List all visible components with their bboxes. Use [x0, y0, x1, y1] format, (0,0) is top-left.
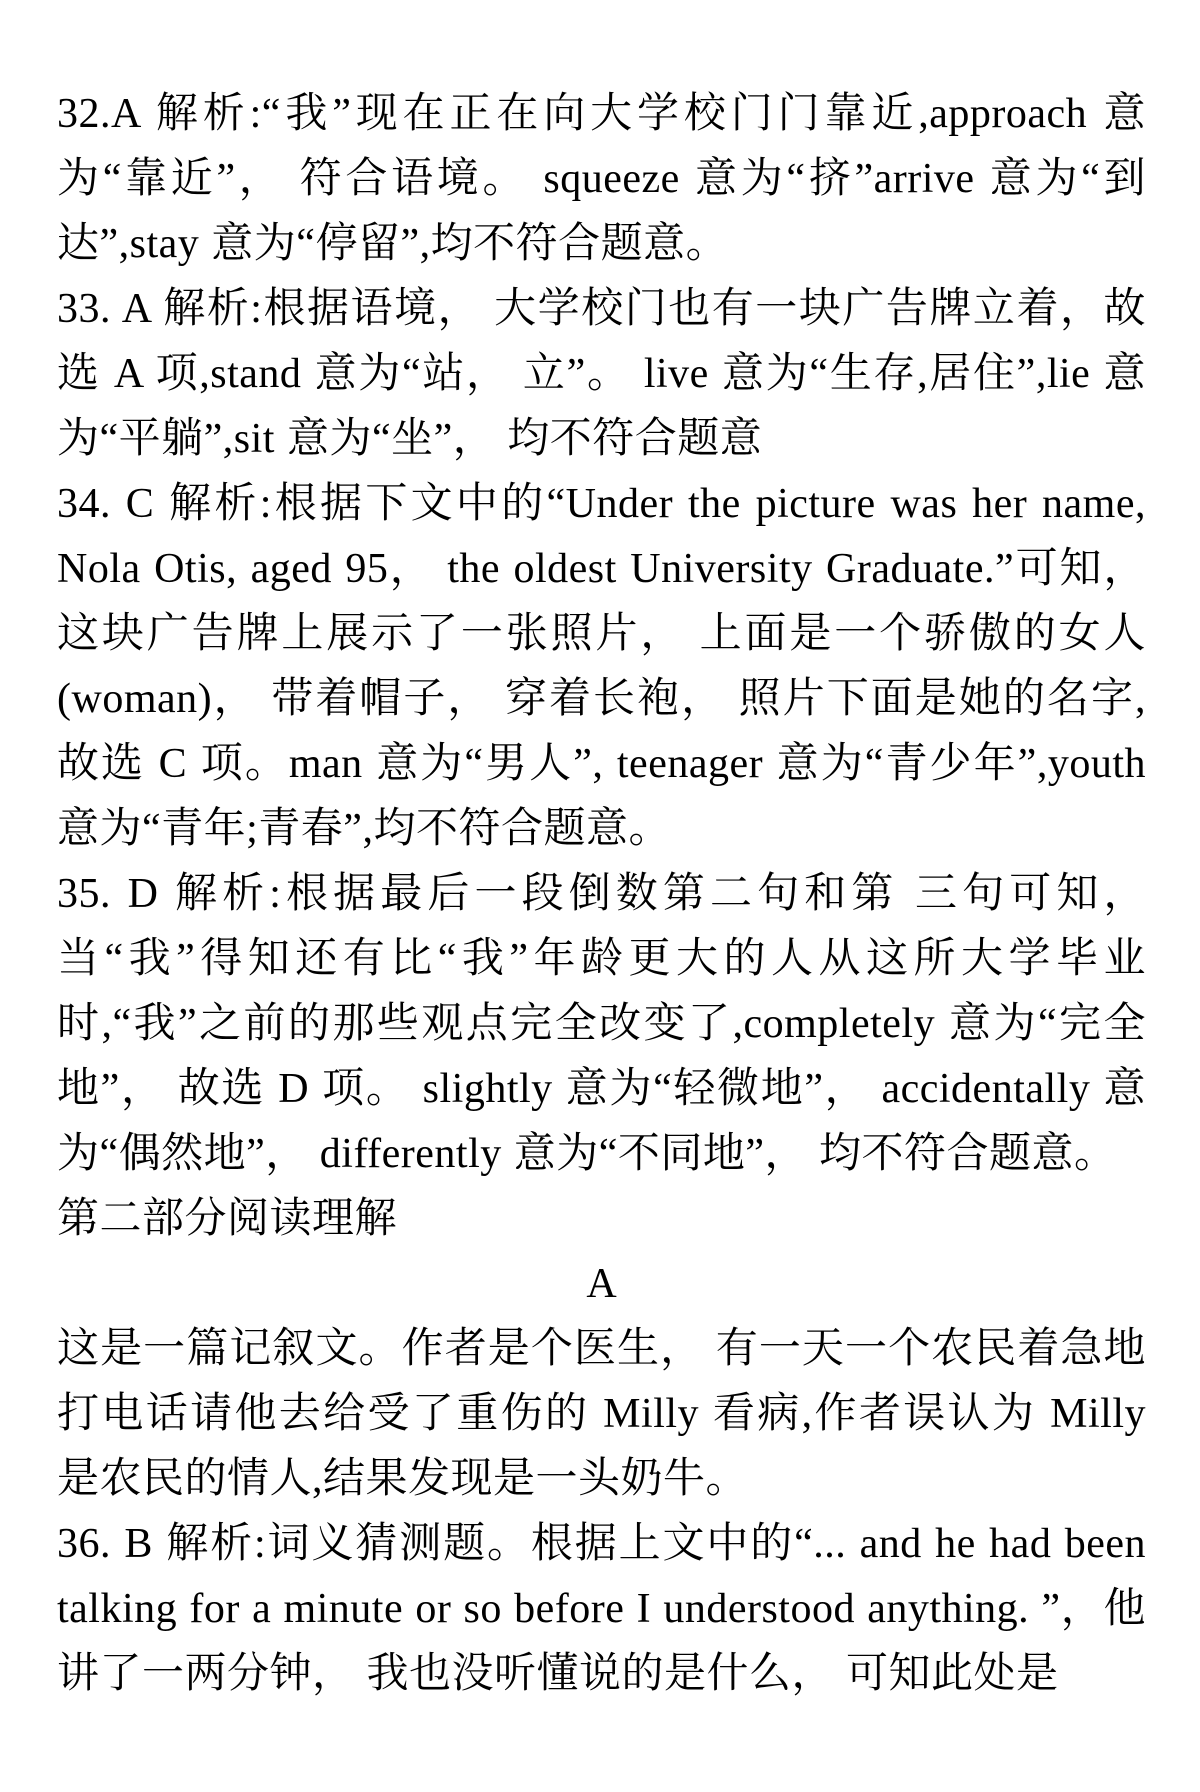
explanation-q36: 36. B 解析:词义猜测题。根据上文中的“... and he had been talking for a minute or so before I understood anything. ”，他讲了一两分钟， 我也没听懂说的是什么， 可知此处是 — [57, 1521, 1146, 1697]
passage-label-a: A — [586, 1261, 617, 1307]
explanation-q33: 33. A 解析:根据语境， 大学校门也有一块广告牌立着，故选 A 项,stand 意为“站， 立”。 live 意为“生存,居住”,lie 意为“平躺”,sit 意为“坐”， 均不符合题意 — [57, 286, 1146, 462]
explanation-q35: 35. D 解析:根据最后一段倒数第二句和第 三句可知， 当“我”得知还有比“我”年龄更大的人从这所大学毕业时,“我”之前的那些观点完全改变了,completely 意为“完全地”， 故选 D 项。 slightly 意为“轻微地”， accidentally 意为“偶然地”， differently 意为“不同地”， 均不符合题意。 — [57, 871, 1146, 1177]
section-title-reading-comprehension: 第二部分阅读理解 — [57, 1196, 398, 1242]
explanation-q34: 34. C 解析:根据下文中的“Under the picture was her name, Nola Otis, aged 95， the oldest University Graduate.”可知，这块广告牌上展示了一张照片， 上面是一个骄傲的女人(woman)， 带着帽子， 穿着长袍， 照片下面是她的名字,故选 C 项。man 意为“男人”, teenager 意为“青少年”,youth 意为“青年;青春”,均不符合题意。 — [57, 481, 1146, 852]
passage-a-summary: 这是一篇记叙文。作者是个医生， 有一天一个农民着急地打电话请他去给受了重伤的 Milly 看病,作者误认为 Milly 是农民的情人,结果发现是一头奶牛。 — [57, 1326, 1146, 1502]
explanation-q32: 32.A 解析:“我”现在正在向大学校门门靠近,approach 意为“靠近”， 符合语境。 squeeze 意为“挤”arrive 意为“到达”,stay 意为“停留”,均不符合题意。 — [57, 91, 1146, 267]
